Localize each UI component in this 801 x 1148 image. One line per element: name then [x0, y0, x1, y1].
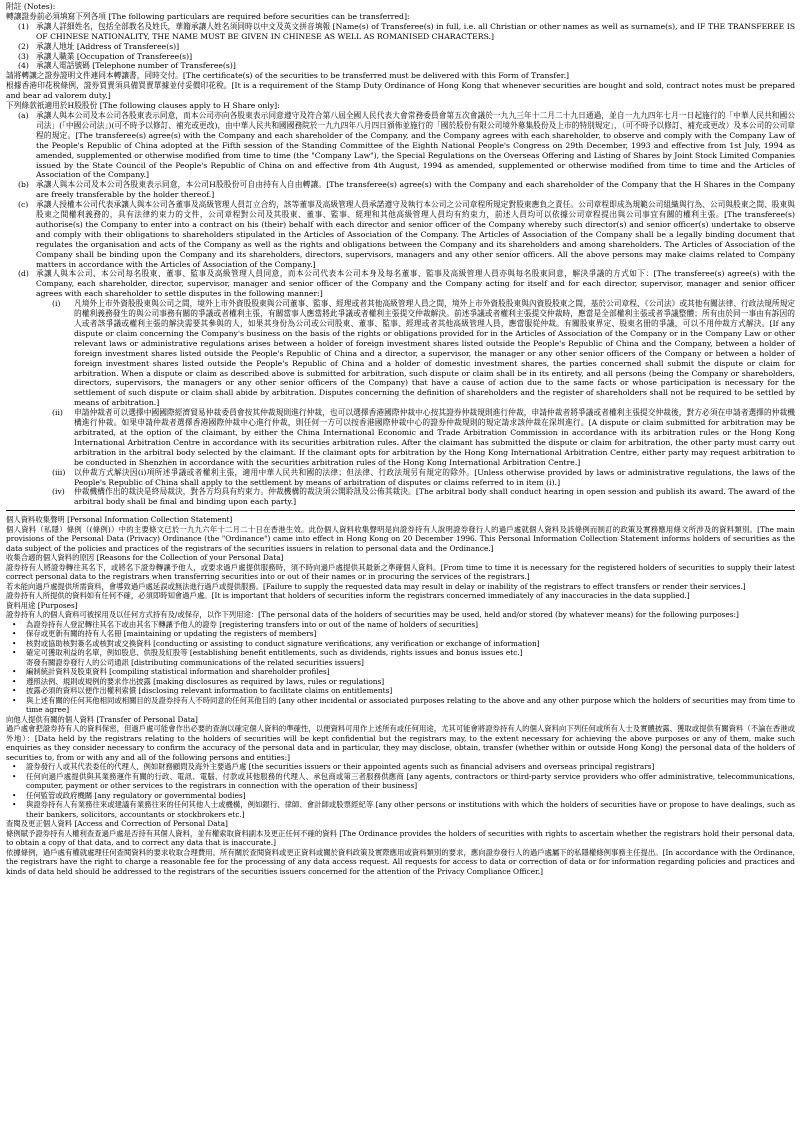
h-share-intro: 下列條款祇適用於H股股份 [The following clauses apply to H Share only]: — [6, 101, 280, 111]
subclause-text: 申請仲裁者可以選擇中國國際經濟貿易仲裁委員會按其仲裁規則進行仲裁，也可以選擇香港國際仲裁中心按其證券仲裁規則進行仲裁，申請仲裁者將爭議或者權利主張提交仲裁後，對方必須在申請者選擇的仲裁機構進行仲裁。如果申請仲裁者選擇香港國際仲裁中心進行仲裁，則任何一方可以按香港國際仲裁中心的證券仲裁規則的規定請求該仲裁在深圳進行。[A dispute or claim submitted for arbitration may be arbitrated, at the option of the claimant, by either the China International Economic and Trade Arbitration Commission in accordance with its arbitration rules or the Hong Kong International Arbitration Centre in accordance with its securities arbitration rules. After the claimant has submitted the dispute or claim for arbitration, the other party must carry out arbitration in the arbitral body selected by the claimant. If the claimant opts for arbitration by the Hong Kong International Arbitration Centre, either party may request arbitration to be conducted in Shenzhen in accordance with the securities arbitration rules of the Hong Kong International Arbitration Centre.] — [74, 408, 795, 467]
notes-heading: 附註 (Notes): — [6, 2, 56, 11]
note-item-label: (3) — [18, 51, 29, 61]
clause — [6, 180, 795, 200]
list-item — [6, 639, 795, 649]
purpose-text: 保存或更新有關的持有人名冊 [maintaining or updating the registers of members] — [26, 629, 317, 639]
subclause-label: (iv) — [52, 487, 65, 497]
bullet-icon: • — [12, 800, 17, 810]
bullet-icon: • — [12, 619, 17, 629]
clause-label: (c) — [18, 200, 29, 210]
list-item — [6, 677, 795, 687]
bullet-icon: • — [12, 790, 17, 800]
list-item — [6, 620, 795, 630]
note-item — [6, 42, 795, 52]
subclause-text: 凡境外上市外資股股東與公司之間，境外上市外資股股東與公司董事、監事、經理或者其他高級管理人員之間，境外上市外資股股東與內資股股東之間，基於公司章程、《公司法》或其他有關法律、行政法規所規定的權利義務發生的與公司事務有關的爭議或者權利主張，有關當事人應當將此爭議或者權利主張提交仲裁解決。前述爭議或者權利主張提交仲裁時，應當是全部權利主張或者爭議整體；所有由於同一事由有訴因的人或者該爭議或權利主張的解決需要其參與的人，如果其身份為公司或公司股東、董事、監事、經理或者其他高級管理人員，應當服從仲裁。有關股東界定、股東名冊的爭議，可以不用仲裁方式解決。[If any dispute or claim concerning the Company's business on the basis of the rights or obligations provided for in the Articles of Association of the Company or in the Company Law or other relevant laws or administrative regulations arises between a holder of foreign investment shares listed outside the People's Republic of China and the Company, between a holder of foreign investment shares listed outside the People's Republic of China and a director, a supervisor, the manager or any other senior officers of the Company or between a holder of foreign investment shares listed outside the People's Republic of China and a holder of domestic investment shares, the parties concerned shall submit the dispute or claim for arbitration. When a dispute or claim as described above is submitted for arbitration, such dispute or claim shall be in its entirety, and all persons (being the Company or shareholders, directors, supervisors, the managers or any other senior officers of the Company) that have a cause of action due to the same facts or whose participation is necessary for the settlement of such dispute or claim shall abide by arbitration. Disputes concerning the definition of shareholders and the register of shareholders shall not be required to be settled by means of arbitration.] — [74, 299, 795, 408]
subclause-list — [6, 299, 795, 507]
reasons-heading: 收集合適的個人資料的原因 [Reasons for the Collection of your Personal Data] — [6, 553, 284, 563]
clause-text: 承讓人與本公司及本公司各股東表示同意，而本公司亦向各股東表示同意遵守及符合第八屆全國人民代表大會常務委員會第五次會議於一九九三年十二月二十九日通過，並自一九九四年七月一日起施行的「中華人民共和國公司法」(「中國公司法」)(可不時予以修訂、補充或更改)，由中華人民共和國國務院於一九九四年八月四日頒佈並施行的「國於股份有限公司境外募集股份及上市的特別規定」，（可不時予以修訂、補充或更改）及本公司的公司章程的規定。[The transferee(s) agree(s) with the Company and each shareholder of the Company, and the Company agrees with each shareholder, to observe and comply with the Company Law of the People's Republic of China adopted at the Fifth session of the Standing Committee of the Eighth National People's Congress on 29th December, 1993 and effective from 1st July, 1994 as amended, supplemented or otherwise modified from time to time (the "Company Law"), the Special Regulations on the Overseas Offering and Listing of Shares by Joint Stock Limited Companies issued by the State Council of the People's Republic of China on and effective from 4th August, 1994 as amended, supplemented or otherwise modified from time to time and the Articles of Association of the Company.] — [36, 110, 795, 180]
bullet-icon: • — [12, 629, 17, 639]
subclause-label: (iii) — [52, 467, 66, 477]
bullet-icon: • — [12, 676, 17, 686]
bullet-icon: • — [12, 667, 17, 677]
subclause — [52, 487, 795, 507]
transfer-text: 與證券持有人有業務往來或建議有業務往來的任何其他人士或機構，例如銀行、律師、會計師或股票經紀等 [any other persons or institutions with which the holders of securities have or propose to have dealings, such as their bankers, solicitors, accountants or stockbrokers etc.] — [26, 800, 795, 819]
bullet-icon: • — [12, 638, 17, 648]
reasons-paragraph: 證券持有人將證券轉往其名下，或將名下證券轉讓予他人，或要求過戶處提供服務時，須不時向過戶處提供其最新之準確個人資料。[From time to time it is necessary for the registered holders of securities to supply their latest correct personal data to the registrars when transferring securities into or out of their names or in procuring the services of the registrars.] — [6, 562, 795, 582]
subclause-label: (i) — [52, 299, 61, 309]
subclause-label: (ii) — [52, 408, 63, 418]
note-item-text: 承讓人地址 [Address of Transferee(s)] — [36, 41, 180, 51]
pics-heading: 個人資料收集聲明 [Personal Information Collection Statement] — [6, 515, 233, 525]
note-item-text: 承讓人詳細姓名，包括全部教名及姓氏，華籍承讓人姓名須同時以中文及英文拼音填報 [Name(s) of Transferee(s) in full, i.e. all Christian or other names as well as surname(s), and IF THE TRANSFEREE IS OF CHINESE NATIONALITY, THE NAME MUST BE GIVEN IN CHINESE AS WELL AS ROMANISED CHARACTERS.] — [36, 21, 795, 41]
clause — [6, 111, 795, 180]
note-item-label: (2) — [18, 41, 29, 51]
access-paragraph: 條例賦予證券持有人權利查查過戶處是否持有其個人資料，並有權索取資料副本及更正任何不確的資料 [The Ordinance provides the holders of securities with rights to ascertain whether the registrars hold their personal data, to obtain a copy of that data, and to correct any data that is inaccurate.] — [6, 828, 795, 848]
note-item-text: 承讓人電話號碼 [Telephone number of Transferee(s)] — [36, 61, 236, 71]
pics-intro: 個人資料（私隱）條例（(條例)）中的主要條文已於一九九六年十二月二十日在香港生效。此份個人資料收集聲明是向證券持有人說明證券發行人的過戶處就個人資料及該條例而制訂的政策及實務應用條文所涉及的資料類別。[The main provisions of the Personal Data (Privacy) Ordinance (the "Ordinance") came into effect in Hong Kong on 20 December 1996. This Personal Information Collection Statement informs holders of securities as the data subject of the policies and practices of the registrars of the securities issuers in relation to personal data and the Ordinance.] — [6, 524, 795, 553]
bullet-icon: • — [12, 771, 17, 781]
list-item — [6, 762, 795, 772]
stamp-duty-note: 根據香港印花稅條例，證券買賣須具備買賣單據並付妥價印花稅。[It is a requirement of the Stamp Duty Ordinance of Hong Kong that whenever securities are bought and sold, contract notes must be prepared and bear ad valorem duty.] — [6, 81, 795, 101]
note-item-text: 承讓人職業 [Occupation of Transferee(s)] — [36, 51, 193, 61]
clause-text: 承讓人與本公司、本公司每名股東、董事、監事及高級管理人員同意，而本公司代表本公司本身及每名董事、監事及高級管理人員亦與每名股東同意，解決爭議的方式如下：[The transferee(s) agree(s) with the Company, each shareholder, director, supervisor, manager and senior officer of the Company and the Company acting for itself and for each director, supervisor, manager and senior officer agrees with each shareholder to settle disputes in the following manner:] — [36, 269, 795, 299]
clause-label: (d) — [18, 269, 29, 279]
purpose-text: 遵照法例、規則或規例的要求作出披露 [making disclosures as required by laws, rules or regulations] — [26, 676, 385, 686]
transfer-heading: 向他人提供有關的個人資料 [Transfer of Personal Data] — [6, 714, 198, 724]
note-item — [6, 52, 795, 62]
purposes-list — [6, 620, 795, 715]
note-item — [6, 61, 795, 71]
list-item — [6, 791, 795, 801]
transfer-list — [6, 762, 795, 819]
note-item — [6, 22, 795, 42]
subclause-text: 以仲裁方式解決因(i)項所述爭議或者權利主張，適用中華人民共和國的法律；但法律、行政法規另有規定的除外。[Unless otherwise provided by laws or administrative regulations, the laws of the People's Republic of China shall apply to the settlement by means of arbitration of disputes or claims referred to in item (i).] — [74, 467, 795, 487]
reasons-paragraph: 證券持有人所提供的資料如有任何不確，必須即時知會過戶處。[It is important that holders of securities inform the registrars concerned immediately of any inaccuracies in the data supplied.] — [6, 591, 690, 601]
transfer-text: 證券發行人或其代表委任的代理人，例如財務顧問及海外主要過戶處 [the securities issuers or their appointed agents such as financial advisers and overseas principal registrars] — [26, 762, 655, 772]
access-heading: 查閱及更正個人資料 [Access and Correction of Personal Data] — [6, 819, 228, 829]
purposes-heading: 資料用途 [Purposes] — [6, 600, 78, 610]
list-item — [6, 629, 795, 639]
transfer-text: 任何監管或政府機關 [any regulatory or governmental bodies] — [26, 790, 246, 800]
section-divider — [6, 510, 795, 511]
clause-label: (b) — [18, 180, 29, 190]
clause-label: (a) — [18, 110, 29, 120]
note-item-label: (4) — [18, 61, 29, 71]
clause-text: 承讓人與本公司及本公司各股東表示同意，本公司H股股份可自由持有人自由轉讓。[The transferee(s) agree(s) with the Company and each shareholder of the Company that the H Shares in the Company are freely transferable by the holder thereof.] — [36, 180, 795, 200]
purpose-text: 確定可獲取利益的名單，例如股息、供股及紅股等 [establishing benefit entitlements, such as dividends, rights issues and bonus issues etc.] 寄發有關證券發行人的公司通訊 [distributing communications of the related securities issuers] — [26, 648, 523, 667]
bullet-icon: • — [12, 762, 17, 772]
personal-data-section — [6, 515, 795, 876]
purpose-text: 編制統計資料及股東資料 [compiling statistical information and shareholder profiles] — [26, 667, 330, 677]
list-item — [6, 696, 795, 715]
subclause — [52, 468, 795, 488]
list-item — [6, 800, 795, 819]
notes-intro: 轉讓證券前必須填寫下列各項 [The following particulars are required before securities can be transferred]: — [6, 11, 410, 21]
certificate-note: 請將轉讓之證券證明文件連同本轉讓書，同時交付。[The certificate(s) of the securities to be transferred must be delivered with this Form of Transfer.] — [6, 71, 570, 81]
list-item — [6, 772, 795, 791]
clause — [6, 269, 795, 299]
access-paragraph: 依據條例，過戶處有權就處理任何查閱資料的要求收取合理費用。所有關於查閱資料或更正資料或關於資料政策及實際應用或資料類別的要求，應向證券發行人的過戶處屬下的私隱權條例事務主任提出。[In accordance with the Ordinance, the registrars have the right to charge a reasonable fee for the processing of any data access request. All requests for access to data or correction of data or for information regarding policies and practices and kinds of data held should be addressed to the registrars of the securities issuers concerned for the attention of the Privacy Compliance Officer.] — [6, 847, 795, 876]
list-item — [6, 648, 795, 667]
reasons-paragraph: 若未能向過戶處提供所需資料，會導致過戶處延誤或無法進行過戶或提供服務。[Failure to supply the requested data may result in delay or inability of the registrars to effect transfers or render their services.] — [6, 581, 746, 591]
bullet-icon: • — [12, 648, 17, 658]
purposes-intro: 證券持有人的個人資料可被採用及以任何方式持有及/或保存，以作下列用途：[The personal data of the holders of securities may be used, held and/or stored (by whatever means) for the following purposes:] — [6, 610, 739, 620]
subclause — [52, 408, 795, 467]
bullet-icon: • — [12, 695, 17, 705]
notes-section — [6, 2, 795, 507]
bullet-icon: • — [12, 686, 17, 696]
transfer-text: 任何向過戶處提供與其業務運作有關的行政、電訊、電腦、付款或其他服務的代理人、承包商或第三者服務供應商 [any agents, contractors or third-party service providers who offer administrative, telecommunications, computer, payment or other services to the registrars in connection with the operation of their business] — [26, 771, 795, 791]
note-item-label: (1) — [18, 21, 29, 31]
subclause — [52, 299, 795, 408]
list-item — [6, 686, 795, 696]
list-item — [6, 667, 795, 677]
purpose-text: 與上述有關的任何其他相同或相關目的及證券持有人不時同意的任何其他目的 [any other incidental or associated purposes relating to the above and any other purpose which the holders of securities may from time to time agree] — [26, 695, 795, 715]
clause — [6, 200, 795, 269]
purpose-text: 核對或協助核對簽名或核對或交換資料 [conducting or assisting to conduct signature verifications, any verification or exchange of information] — [26, 638, 540, 648]
purpose-text: 為證券持有人登記轉往其名下或由其名下轉讓予他人的證券 [registering transfers into or out of the name of holders of securities] — [26, 619, 479, 629]
purpose-text: 披露必須的資料以便作出權利索償 [disclosing relevant information to facilitate claims on entitlements] — [26, 686, 393, 696]
clause-text: 承讓人授權本公司代表承讓人與本公司各董事及高級管理人員訂立合約，該等董事及高級管理人員承諾遵守及執行本公司之公司章程所規定對股東應負之責任。公司章程即成為規範公司組織與行為、公司與股東之間、股東與股東之間權利義務的，具有法律約束力的文件，公司章程對公司及其股東、董事、監事、經理和其他高級管理人員均有約束力，前述人員均可以依據公司章程提出與公司事宜有關的權利主張。[The transferee(s) authorise(s) the Company to enter into a contract on his (their) behalf with each director and senior officer of the Company whereby such director(s) and senior officer(s) undertake to observe and comply with their obligations to shareholders stipulated in the Articles of Association of the Company. The Articles of Association of the Company shall be a legally binding document that regulates the organisation and acts of the Company as well as the rights and obligations between the Company and its shareholders and among shareholders. The Articles of Association of the Company shall be binding upon the Company and its shareholders, directors, supervisors, managers and any other senior officers. All the above persons may make claims related to Company matters in accordance with the Articles of Association of the Company.] — [36, 200, 795, 269]
subclause-text: 仲裁機構作出的裁決是終局裁決，對各方均具有約束力。仲裁機構的裁決須公開聆訊及公佈其裁決。[The arbitral body shall conduct hearing in open session and publish its award. The award of the arbitral body shall be final and binding upon each party.] — [74, 487, 795, 507]
transfer-intro: 過戶處會把證券持有人的資料保密，但過戶處可能會作出必要的查詢以確定個人資料的準確性，以便資料可用作上述所有或任何用途，尤其可能會將證券持有人的個人資料向下列任何或所有人士及實體披露、獲取或提供有關資料（不論在香港或外地）：[Data held by the registrars relating to the holders of securities will be kept confidential but the registrars may, to the extent necessary for achieving the above purposes or any of them, make such enquiries as they consider necessary to confirm the accuracy of the personal data and in particular, they may disclose, obtain, transfer (whether within or outside Hong Kong) the personal data of the holders of securities to, from or with any and all of the following persons and entities:] — [6, 724, 795, 762]
